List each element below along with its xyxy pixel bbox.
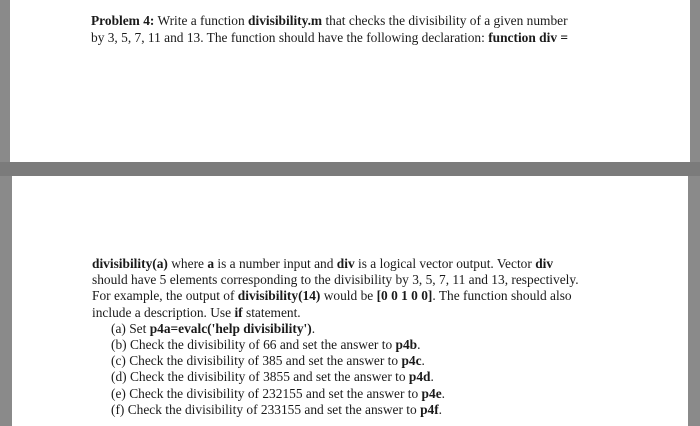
item-text: (f) Check the divisibility of 233155 and set the answer to [111,401,417,417]
continuation-line-1 [92,256,579,272]
item-text: (b) Check the divisibility of 66 and set the answer to [111,337,393,353]
page-gap [0,162,700,176]
item-text: (d) Check the divisibility of 3855 and set the answer to [111,369,406,385]
task-item-c [92,353,579,369]
problem-line-2 [91,29,568,46]
item-answer-variable: p4f [420,401,439,417]
item-text: (a) Set [111,320,147,336]
task-item-e [92,386,579,402]
item-text: . [430,369,434,385]
problem-text-3: by 3, 5, 7, 11 and 13. The function should have the following declaration: [91,30,485,45]
function-file-name: divisibility.m [248,13,323,28]
continuation-text: is a logical vector output. Vector [358,256,532,271]
continuation-text: . The function should also [432,288,572,304]
continuation-line-4 [92,305,579,321]
item-text: (e) Check the divisibility of 232155 and set the answer to [111,385,419,401]
item-answer-variable: p4b [395,337,418,353]
continuation-text: include a description. Use [92,304,232,320]
item-answer-variable: p4a=evalc('help divisibility') [149,320,312,336]
continuation-text: where [171,256,204,271]
task-item-f [92,402,579,418]
item-text: (c) Check the divisibility of 385 and set the answer to [111,353,399,369]
task-item-b [92,337,579,353]
item-text: . [441,385,445,401]
item-answer-variable: p4d [408,369,431,385]
item-text: . [417,337,421,353]
problem-label: Problem 4: [91,13,155,28]
problem-text-2: that checks the divisibility of a given number [325,13,568,28]
task-item-d [92,369,579,385]
continuation-line-2: should have 5 elements corresponding to the divisibility by 3, 5, 7, 11 and 13, respectively. [92,272,579,288]
task-item-a [92,321,579,337]
variable-div: div [336,256,355,271]
declaration-start: function div = [488,30,568,45]
item-answer-variable: p4e [421,385,442,401]
continuation-text: is a number input and [217,256,334,271]
continuation-text: would be [323,288,374,304]
function-signature: divisibility(a) [92,256,168,271]
variable-a: a [207,256,215,271]
continuation-line-3 [92,288,579,304]
continuation-text: For example, the output of [92,288,235,304]
item-text: . [421,353,425,369]
problem-continuation [92,256,579,418]
problem-text-1: Write a function [157,13,245,28]
variable-div: div [535,256,554,271]
document-page-top [10,0,690,162]
problem-line-1 [91,12,568,29]
item-answer-variable: p4c [401,353,422,369]
example-output: [0 0 1 0 0] [376,288,433,304]
item-text: . [311,320,316,336]
example-call: divisibility(14) [237,288,321,304]
document-page-bottom [12,176,688,426]
keyword-if: if [234,304,243,320]
item-text: . [438,401,443,417]
continuation-text: statement. [245,304,301,320]
